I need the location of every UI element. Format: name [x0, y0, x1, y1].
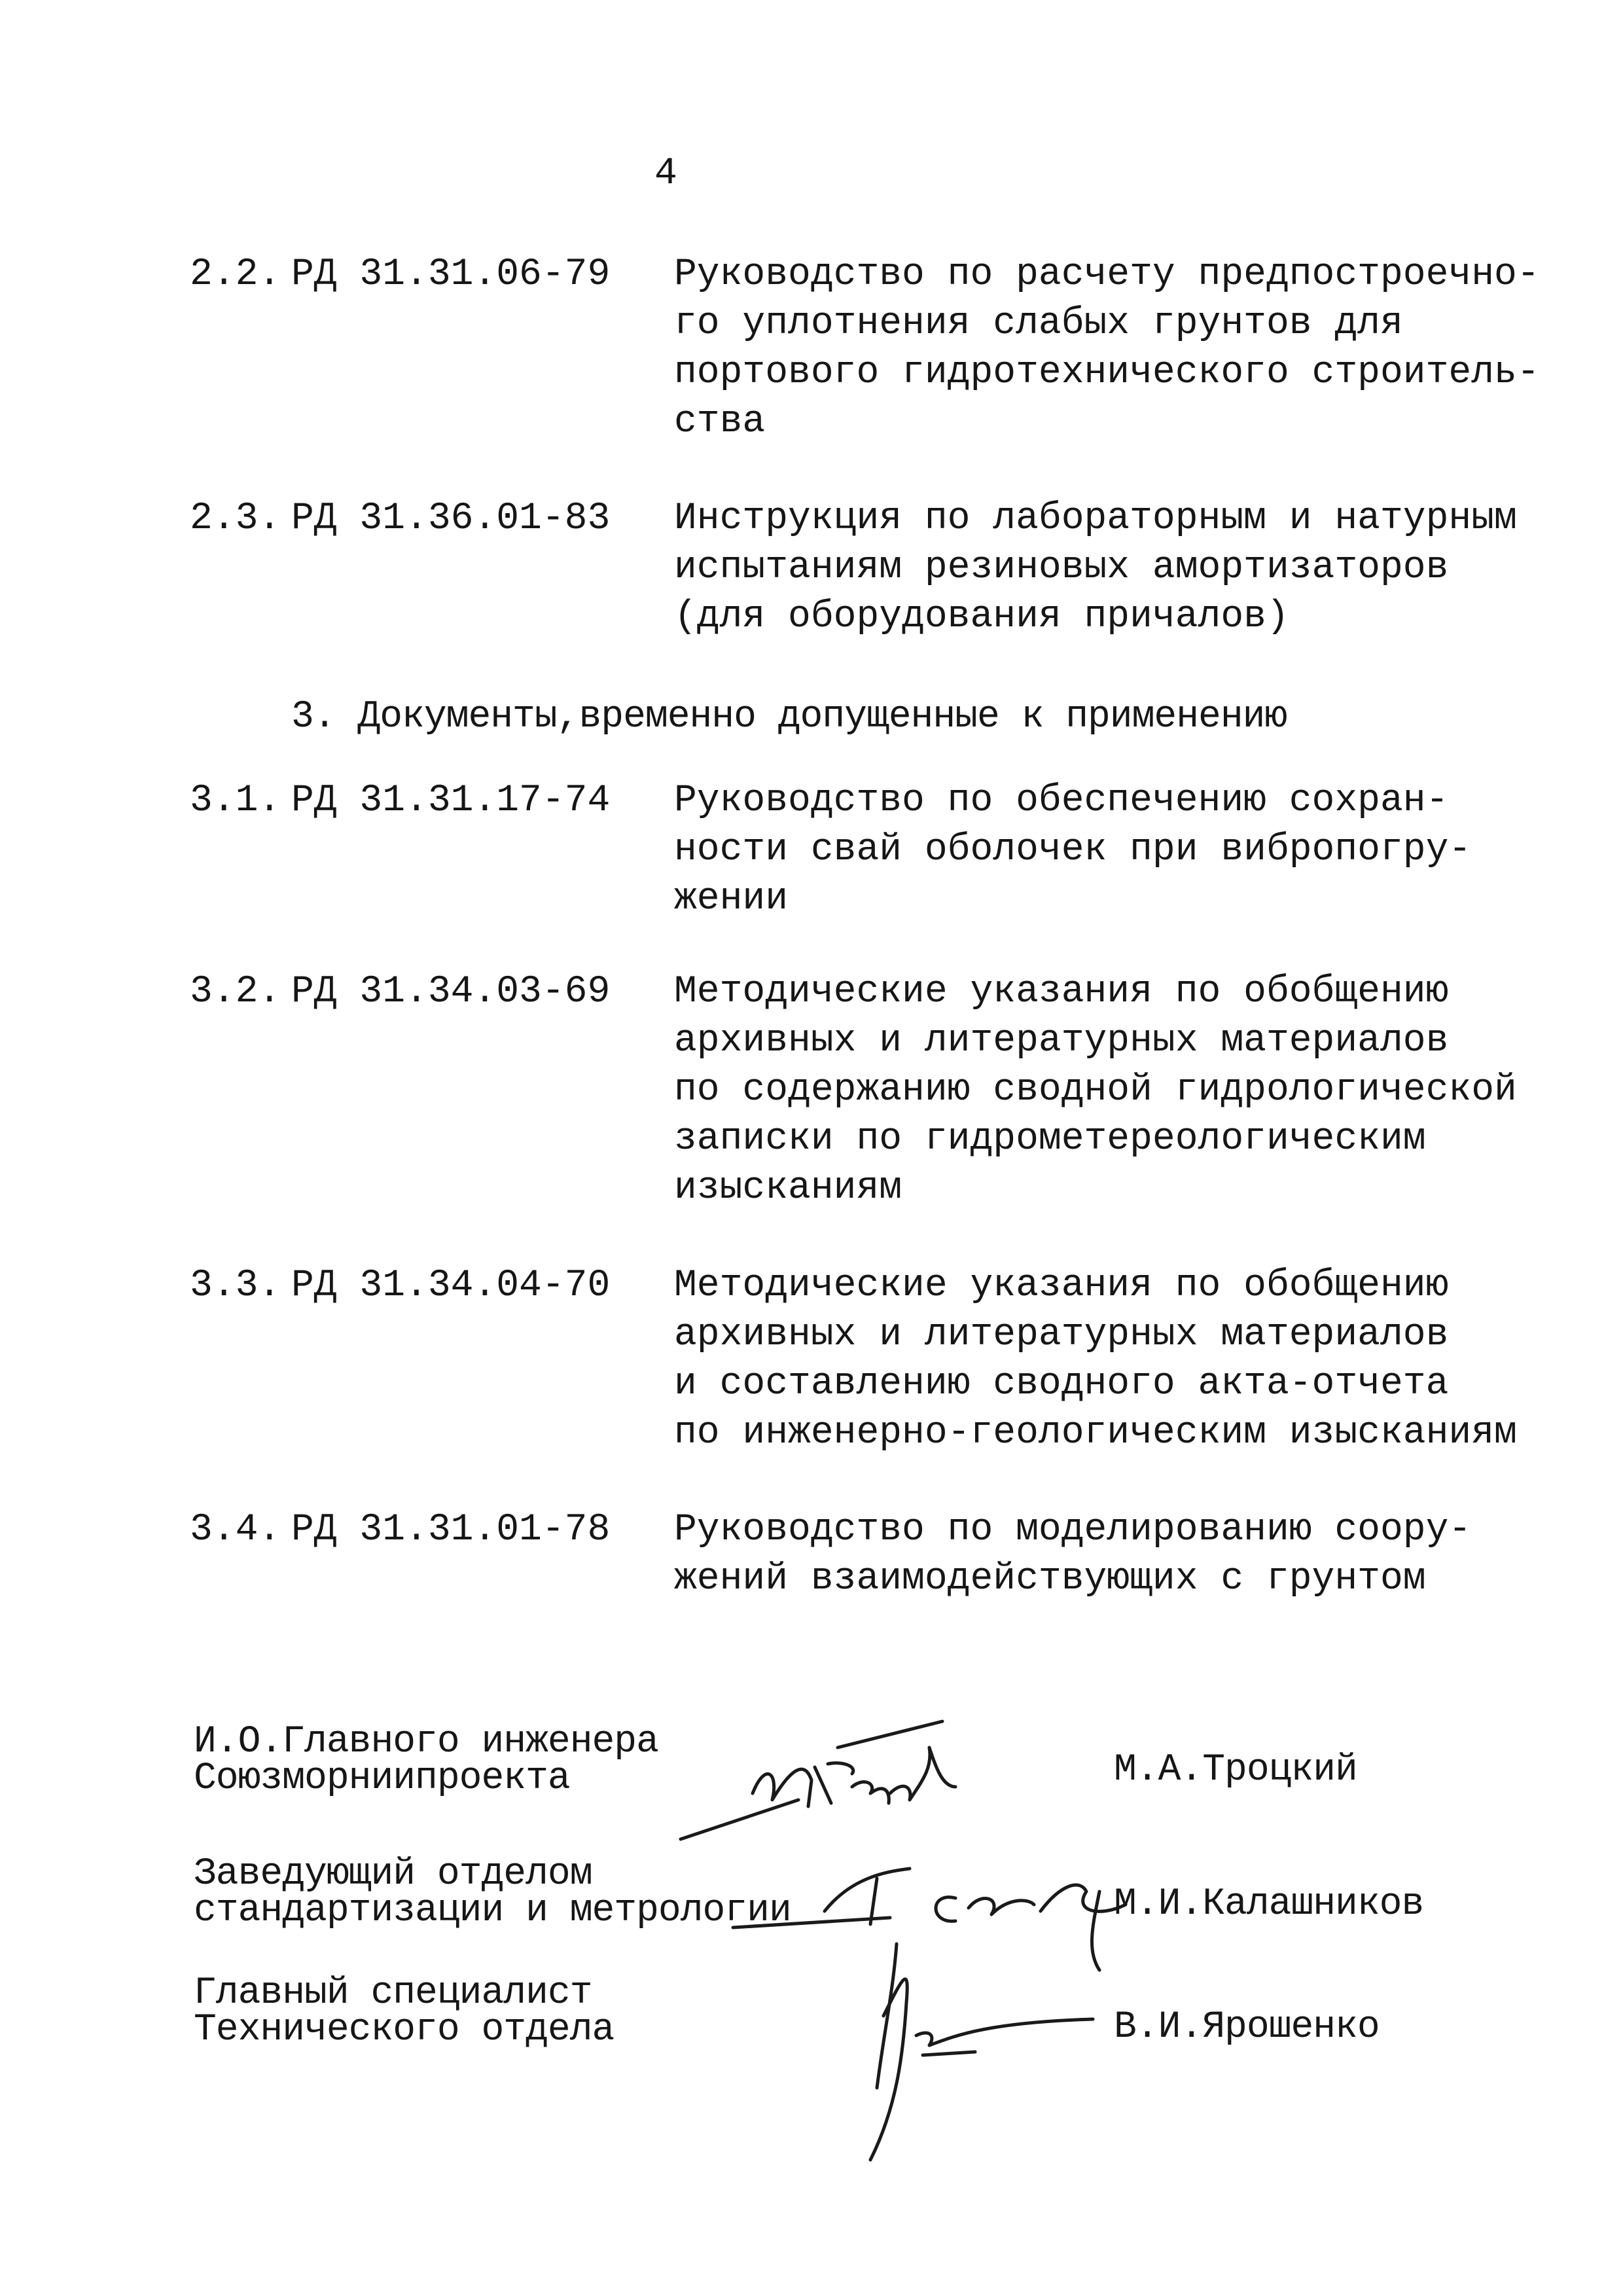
signatory-title-line: И.О.Главного инженера: [194, 1721, 658, 1763]
signature-trotsky: [681, 1721, 1008, 1852]
description-line: ности свай оболочек при вибропогру-: [674, 829, 1472, 871]
signatory-title-line: Союзморниипроекта: [194, 1757, 570, 1800]
entry-code: РД 31.34.04-70: [291, 1265, 611, 1307]
description-line: го уплотнения слабых грунтов для: [674, 302, 1403, 345]
signatory-name: М.И.Калашников: [1114, 1883, 1424, 1926]
description-line: Руководство по обеспечению сохран-: [674, 780, 1449, 822]
entry-code: РД 31.34.03-69: [291, 971, 611, 1013]
description-line: Методические указания по обобщению: [674, 971, 1449, 1013]
entry-description: [674, 776, 1525, 924]
description-line: Методические указания по обобщению: [674, 1265, 1449, 1307]
signatory-title-line: Главный специалист: [194, 1972, 592, 2015]
entry-code: РД 31.31.17-74: [291, 780, 611, 822]
entry-number: 2.3.: [190, 497, 281, 540]
entry-code: РД 31.36.01-83: [291, 497, 611, 540]
description-line: и составлению сводного акта-отчета: [674, 1363, 1449, 1405]
description-line: Руководство по расчету предпостроечно-: [674, 253, 1540, 296]
description-line: (для оборудования причалов): [674, 596, 1289, 638]
entry-number: 3.2.: [190, 971, 281, 1013]
entry-description: [674, 250, 1540, 446]
entry-code: РД 31.31.06-79: [291, 253, 611, 296]
entry-description: [674, 967, 1525, 1213]
signatory-name: В.И.Ярошенко: [1114, 2006, 1380, 2049]
description-line: изысканиям: [674, 1167, 902, 1210]
description-line: по инженерно-геологическим изысканиям: [674, 1412, 1517, 1454]
description-line: архивных и литературных материалов: [674, 1020, 1449, 1062]
signatory-title-line: стандартизации и метрологии: [194, 1890, 791, 1932]
entry-number: 3.4.: [190, 1509, 281, 1551]
page-number: 4: [654, 152, 677, 195]
description-line: ства: [674, 401, 766, 443]
signatory-name: М.А.Троцкий: [1114, 1749, 1357, 1791]
entry-description: [674, 1505, 1525, 1604]
signatory-title-line: Заведующий отделом: [194, 1853, 592, 1895]
description-line: Инструкция по лабораторным и натурным: [674, 497, 1517, 540]
entry-number: 3.1.: [190, 780, 281, 822]
entry-number: 2.2.: [190, 253, 281, 296]
entry-description: [674, 494, 1525, 641]
section-heading: 3. Документы,временно допущенные к применению: [291, 696, 1287, 738]
description-line: архивных и литературных материалов: [674, 1314, 1449, 1356]
description-line: по содержанию сводной гидрологической: [674, 1069, 1517, 1111]
signatory-title-line: Технического отдела: [194, 2009, 615, 2051]
signature-yaroshenko: [857, 1937, 1106, 2173]
description-line: Руководство по моделированию соору-: [674, 1509, 1472, 1551]
entry-number: 3.3.: [190, 1265, 281, 1307]
description-line: жении: [674, 878, 789, 920]
description-line: портового гидротехнического строитель-: [674, 351, 1540, 394]
description-line: испытаниям резиновых амортизаторов: [674, 547, 1449, 589]
description-line: жений взаимодействующих с грунтом: [674, 1558, 1426, 1600]
description-line: записки по гидрометереологическим: [674, 1118, 1426, 1160]
entry-code: РД 31.31.01-78: [291, 1509, 611, 1551]
entry-description: [674, 1261, 1525, 1458]
